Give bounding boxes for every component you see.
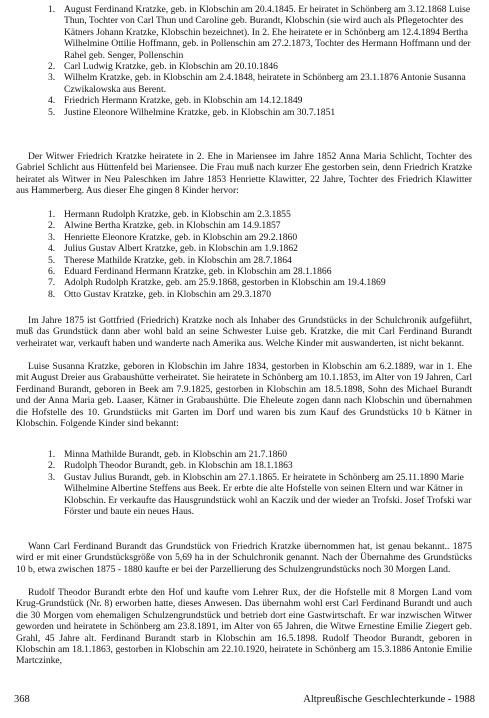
list-item xyxy=(48,209,472,220)
paragraph-text: Der Witwer Friedrich Kratzke heiratete in 2. Ehe in Mariensee im Jahre 1852 Anna Maria Schlicht, Tochter des Gabriel Schlicht aus Hüttenfeld bei Mariensee. Die Frau muß nach kurzer Ehe gestorben sein, denn Friedrich Kratzke heiratet als Witwer in Neu Paleschken im Jahre 1853 Henriette Klawitter, 22 Jahre, Tochter des Friedrich Klawitter aus Hammerberg. Aus dieser Ehe gingen 8 Kinder hervor: xyxy=(16,151,472,197)
list-item-number: 4. xyxy=(48,243,56,255)
paragraph-text: Luise Susanna Kratzke, geboren in Klobschin im Jahre 1834, gestorben in Klobschin am 6.2.1889, war in 1. Ehe mit August Dreier aus Grabaushütte verheiratet. Sie heiratete in Schönberg am 10.1.1853, im Alter von 19 Jahren, Carl Ferdinand Burandt, geboren in Beek am 7.9.1825, gestorben in Klobschin am 18.5.1898, Sohn des Michael Burandt und der Anna Maria geb. Laaser, Kätner in Grabaushütte. Die Eheleute zogen dann nach Klobschin und übernahmen die Hofstelle des 10. Grundstücks mit Garten im Dorf und waren bis zum Kauf des Grundstücks 10 b Kätner in Klobschin. Folgende Kinder sind bekannt: xyxy=(16,361,472,430)
list-item-text: Gustav Julius Burandt, geb. in Klobschin am 27.1.1865. Er heiratete in Schönberg am 25.11.1890 Marie Wilhelmine Albertine Steffens aus Beek. Er erbte die alte Hofstelle von seinen Eltern und war Kätner in Klobschin. Er verkaufte das Hausgrundstück wohl an Kaczik und der wieder an Trofski. Josef Trofski war Förster und baute ein neues Haus. xyxy=(64,471,472,518)
list-item xyxy=(48,460,472,471)
list-item-number: 1. xyxy=(48,449,56,460)
list-item-text: Carl Ludwig Kratzke, geb. in Klobschin am 20.10.1846 xyxy=(64,61,278,73)
paragraph-rudolf-theodor xyxy=(16,587,472,667)
list-item-number: 2. xyxy=(48,61,56,73)
list-item-number: 2. xyxy=(48,220,56,232)
list-item-number: 3. xyxy=(48,471,56,483)
children-list-burandt xyxy=(48,449,472,517)
paragraph-text: Im Jahre 1875 ist Gottfried (Friedrich) Kratzke noch als Inhaber des Grundstücks in der Schulchronik aufgeführt, muß das Grundstück dann aber wohl bald an seine Schwester Luise geb. Kratzke, die mit Carl Ferdinand Burandt verheiratet war, verkauft haben und wanderte nach Amerika aus. Welche Kinder mit auswanderten, ist nicht bekannt. xyxy=(16,315,472,349)
paragraph-luise-kratzke xyxy=(16,361,472,429)
list-item xyxy=(48,220,472,231)
children-list-first-marriage xyxy=(48,4,472,118)
paragraph-grundstueck xyxy=(16,541,472,575)
list-item-number: 3. xyxy=(48,231,56,243)
children-list-third-marriage xyxy=(48,209,472,300)
list-item-text: August Ferdinand Kratzke, geb. in Klobschin am 20.4.1845. Er heiratet in Schönberg am 3.12.1868 Luise Thun, Tochter von Carl Thun und Caroline geb. Burandt, Klobschin (sie wird auch als Pflegetochter des Kätners Johann Kratzke, Klobschin bezeichnet). In 2. Ehe heiratete er in Schönberg am 12.4.1894 Bertha Wilhelmine Ottilie Hoffmann, geb. in Pollenschin am 27.2.1873, Tochter des Hermann Hoffmann und der Rahel geb. Senger, Pollenschin xyxy=(64,4,471,61)
list-item xyxy=(48,255,472,266)
list-item-text: Minna Mathilde Burandt, geb. in Klobschin am 21.7.1860 xyxy=(64,449,288,460)
list-item-text: Adolph Rudolph Kratzke, geb. am 25.9.1868, gestorben in Klobschin am 19.4.1869 xyxy=(64,277,386,289)
list-item xyxy=(48,107,472,118)
list-item-number: 2. xyxy=(48,460,56,472)
list-item xyxy=(48,243,472,254)
list-item xyxy=(48,95,472,106)
paragraph-second-marriage xyxy=(16,151,472,197)
list-item-number: 6. xyxy=(48,266,56,278)
list-item xyxy=(48,61,472,72)
list-item-text: Otto Gustav Kratzke, geb. in Klobschin am 29.3.1870 xyxy=(64,288,272,300)
list-item-text: Alwine Bertha Kratzke, geb. in Klobschin am 14.9.1857 xyxy=(64,220,281,232)
list-item-text: Therese Mathilde Kratzke, geb. in Klobschin am 28.7.1864 xyxy=(64,254,292,266)
list-item-text: Wilhelm Kratzke, geb. in Klobschin am 2.4.1848, heiratete in Schönberg am 23.1.1876 Antonie Susanna Czwikalowska aus Berent. xyxy=(64,72,466,95)
journal-title: Altpreußische Geschlechterkunde - 1988 xyxy=(303,694,475,705)
page-number: 368 xyxy=(14,694,30,705)
list-item xyxy=(48,289,472,300)
list-item xyxy=(48,4,472,61)
list-item xyxy=(48,266,472,277)
list-item-number: 5. xyxy=(48,106,56,118)
paragraph-text: Rudolf Theodor Burandt erbte den Hof und kaufte vom Lehrer Rux, der die Hofstelle mit 8 Morgen Land vom Krug-Grundstück (Nr. 8) erworben hatte, dieses Anwesen. Das übernahm wohl erst Carl Ferdinand Burandt und auch die 30 Morgen vom ehemaligen Schulzengrundstück und betrieb dort eine Gastwirtschaft. Er war inzwischen Witwer geworden und heiratete in Schönberg am 23.8.1891, im Alter von 65 Jahren, die Witwe Ernestine Emilie Ziegert geb. Grahl, 45 Jahre alt. Ferdinand Burandt starb in Klobschin am 16.5.1898. Rudolf Theodor Burandt, geboren in Klobschin am 18.1.1863, gestorben in Klobschin am 22.10.1920, heiratete in Schönberg am 15.3.1886 Antonie Emilie Martczinke, xyxy=(16,587,472,667)
list-item xyxy=(48,72,472,95)
list-item xyxy=(48,472,472,518)
list-item xyxy=(48,449,472,460)
list-item-text: Rudolph Theodor Burandt, geb. in Klobschin am 18.1.1863 xyxy=(64,460,293,472)
list-item-number: 8. xyxy=(48,288,56,300)
list-item xyxy=(48,277,472,288)
list-item-text: Julius Gustav Albert Kratzke, geb. in Klobschin am 1.9.1862 xyxy=(64,243,298,255)
list-item-number: 1. xyxy=(48,4,56,15)
list-item-text: Hermann Rudolph Kratzke, geb. in Klobschin am 2.3.1855 xyxy=(64,209,291,220)
list-item-text: Friedrich Hermann Kratzke, geb. in Klobschin am 14.12.1849 xyxy=(64,95,303,107)
list-item-number: 4. xyxy=(48,95,56,107)
paragraph-emigration xyxy=(16,315,472,349)
list-item-text: Justine Eleonore Wilhelmine Kratzke, geb. in Klobschin am 30.7.1851 xyxy=(64,106,336,118)
list-item-number: 5. xyxy=(48,254,56,266)
list-item-number: 3. xyxy=(48,72,56,84)
list-item-number: 1. xyxy=(48,209,56,220)
list-item-text: Henriette Eleonore Kratzke, geb. in Klobschin am 29.2.1860 xyxy=(64,231,298,243)
list-item-number: 7. xyxy=(48,277,56,289)
list-item-text: Eduard Ferdinand Hermann Kratzke, geb. in Klobschin am 28.1.1866 xyxy=(64,266,332,278)
paragraph-text: Wann Carl Ferdinand Burandt das Grundstück von Friedrich Kratzke übernommen hat, ist genau bekannt.. 1875 wird er mit einer Grundstücksgröße von 5,69 ha in der Schulchronik genannt. Nach der Übernahme des Grundstücks 10 b, etwa zwischen 1875 - 1880 kaufte er bei der Parzellierung des Schulzengrundstücks noch 30 Morgen Land. xyxy=(16,541,472,575)
list-item xyxy=(48,232,472,243)
